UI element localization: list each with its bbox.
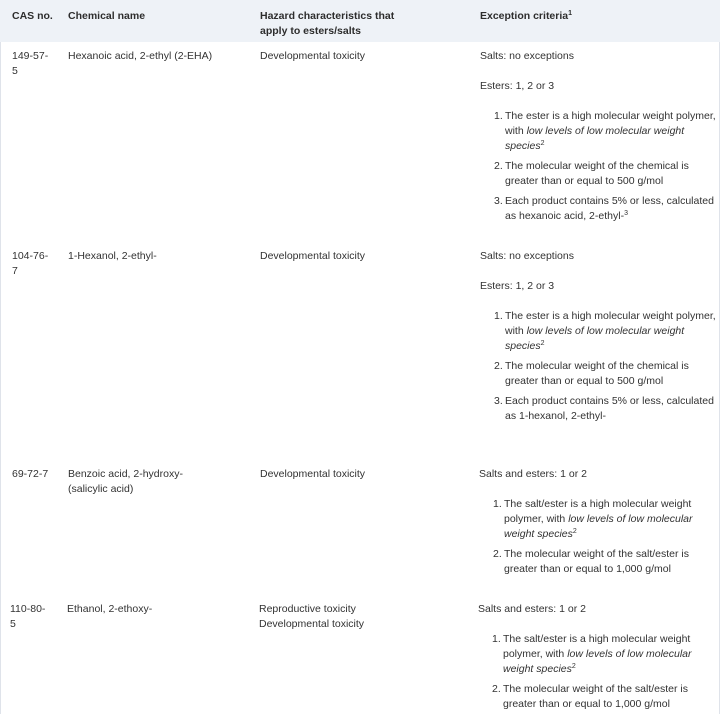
- header-chemical-name: Chemical name: [68, 10, 146, 22]
- table-header: [0, 0, 720, 43]
- header-exception-footnote: 1: [568, 10, 573, 17]
- header-hazard: [260, 9, 394, 39]
- cas-number-cont: 7: [12, 265, 18, 277]
- cas-number: 104-76-: [12, 250, 49, 262]
- chemical-name-cont: (salicylic acid): [68, 483, 134, 495]
- salts-criteria: Salts: no exceptions: [480, 50, 574, 62]
- hazard-characteristic: Developmental toxicity: [260, 50, 366, 62]
- salts-esters-criteria: Salts and esters: 1 or 2: [479, 468, 587, 480]
- salts-esters-criteria: Salts and esters: 1 or 2: [478, 603, 586, 615]
- cas-number: 110-80-: [10, 603, 46, 615]
- hazard-characteristic: Developmental toxicity: [260, 468, 366, 480]
- table-row: 69-72-7 Benzoic acid, 2-hydroxy- (salicylic acid) Developmental toxicity Salts and esters: 1 or 2 1. The salt/ester is a high molecular weight polymer, with low levels of low molecular weight species$^2$ 2. The molecular weight of the salt/ester is greater than or equal to 1,000 g/mol: [0, 458, 720, 596]
- cas-number: 149-57-: [12, 50, 49, 62]
- esters-criteria: Esters: 1, 2 or 3: [480, 280, 555, 292]
- hazard-characteristic: Developmental toxicity: [260, 250, 366, 262]
- header-hazard-line2: apply to esters/salts: [260, 25, 361, 37]
- hazard-characteristic-2: Developmental toxicity: [259, 618, 365, 630]
- salts-criteria: Salts: no exceptions: [480, 250, 574, 262]
- chemical-name: Ethanol, 2-ethoxy-: [67, 603, 153, 615]
- header-hazard-line1: Hazard characteristics that: [260, 10, 395, 22]
- chemical-name: Benzoic acid, 2-hydroxy-: [68, 468, 183, 480]
- cas-number-cont: 5: [10, 618, 16, 630]
- esters-criteria: Esters: 1, 2 or 3: [480, 80, 555, 92]
- cas-number-cont: 5: [12, 65, 18, 77]
- hazard-characteristic: Reproductive toxicity: [259, 603, 356, 615]
- table-row: 110-80- 5 Ethanol, 2-ethoxy- Reproductive toxicity Developmental toxicity Salts and esters: 1 or 2 1. The salt/ester is a high molecular weight polymer, with low levels of low molecular weight species$^2$ 2. The molecular weight of the salt/ester is greater than or equal to 1,000 g/mol: [0, 595, 720, 714]
- header-cas: CAS no.: [12, 10, 53, 22]
- table-row: 149-57- 5 Hexanoic acid, 2-ethyl (2-EHA) Developmental toxicity Salts: no exceptions Esters: 1, 2 or 3 1. The ester is a high molecular weight polymer, with low levels of low molecular weight species$^2$ 2. The molecular weight of the chemical is greater than or equal to 500 g/mol 3. Each product contains 5% or less, calculated as hexanoic acid, 2-ethyl-$^3$: [0, 42, 720, 243]
- table-row: 104-76- 7 1-Hexanol, 2-ethyl- Developmental toxicity Salts: no exceptions Esters: 1, 2 or 3 1. The ester is a high molecular weight polymer, with low levels of low molecular weight species$^2$ 2. The molecular weight of the chemical is greater than or equal to 500 g/mol 3. Each product contains 5% or less, calculated as 1-hexanol, 2-ethyl-: [0, 242, 720, 459]
- header-exception: [480, 9, 572, 24]
- chemical-name: Hexanoic acid, 2-ethyl (2-EHA): [68, 50, 213, 62]
- cas-number: 69-72-7: [12, 468, 49, 480]
- chemical-name: 1-Hexanol, 2-ethyl-: [68, 250, 157, 262]
- header-exception-label: Exception criteria: [480, 10, 569, 22]
